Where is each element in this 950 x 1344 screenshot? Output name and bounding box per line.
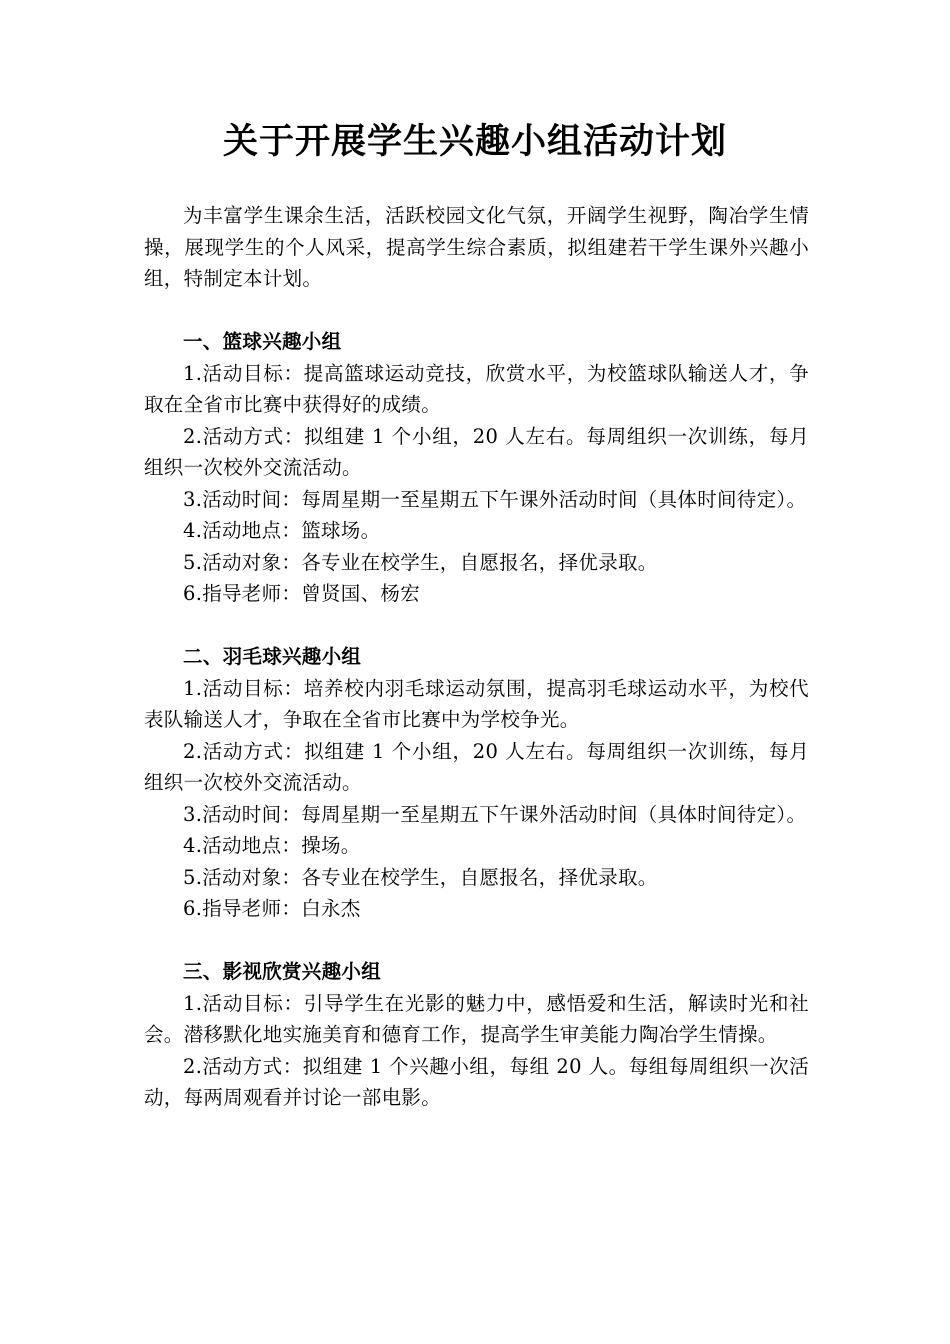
section-heading-badminton: 二、羽毛球兴趣小组 xyxy=(183,645,362,668)
section-item: 2.活动方式：拟组建 1 个小组，20 人左右。每周组织一次训练，每月组织一次校外交流活动。 xyxy=(144,424,809,479)
spacer xyxy=(144,610,809,642)
section-item: 2.活动方式：拟组建 1 个兴趣小组，每组 20 人。每组每周组织一次活动，每两周观看并讨论一部电影。 xyxy=(144,1054,809,1109)
section-item: 1.活动目标：引导学生在光影的魅力中，感悟爱和生活，解读时光和社会。潜移默化地实施美育和德育工作，提高学生审美能力陶冶学生情操。 xyxy=(144,991,809,1046)
section-item: 2.活动方式：拟组建 1 个小组，20 人左右。每周组织一次训练，每月组织一次校外交流活动。 xyxy=(144,739,809,794)
section-item: 5.活动对象：各专业在校学生，自愿报名，择优录取。 xyxy=(183,865,658,889)
spacer xyxy=(144,295,809,327)
section-item: 6.指导老师：曾贤国、杨宏 xyxy=(183,582,421,605)
document-title: 关于开展学生兴趣小组活动计划 xyxy=(222,122,727,162)
section-item: 4.活动地点：篮球场。 xyxy=(183,519,381,542)
section-item: 1.活动目标：培养校内羽毛球运动氛围，提高羽毛球运动水平，为校代表队输送人才，争取在全省市比赛中为学校争光。 xyxy=(144,676,809,731)
section-item: 1.活动目标：提高篮球运动竞技，欣赏水平，为校篮球队输送人才，争取在全省市比赛中获得好的成绩。 xyxy=(144,361,809,416)
section-item: 3.活动时间：每周星期一至星期五下午课外活动时间（具体时间待定）。 xyxy=(183,487,807,511)
section-item: 4.活动地点：操场。 xyxy=(183,834,361,857)
section-heading-basketball: 一、篮球兴趣小组 xyxy=(183,330,342,353)
spacer xyxy=(144,925,809,957)
section-item: 3.活动时间：每周星期一至星期五下午课外活动时间（具体时间待定）。 xyxy=(183,802,807,826)
section-heading-film: 三、影视欣赏兴趣小组 xyxy=(183,960,382,983)
document-body xyxy=(144,200,809,1114)
intro-paragraph: 为丰富学生课余生活，活跃校园文化气氛，开阔学生视野，陶冶学生情操，展现学生的个人风采，提高学生综合素质，拟组建若干学生课外兴趣小组，特制定本计划。 xyxy=(144,204,809,290)
section-item: 6.指导老师：白永杰 xyxy=(183,897,361,920)
section-item: 5.活动对象：各专业在校学生，自愿报名，择优录取。 xyxy=(183,550,658,574)
